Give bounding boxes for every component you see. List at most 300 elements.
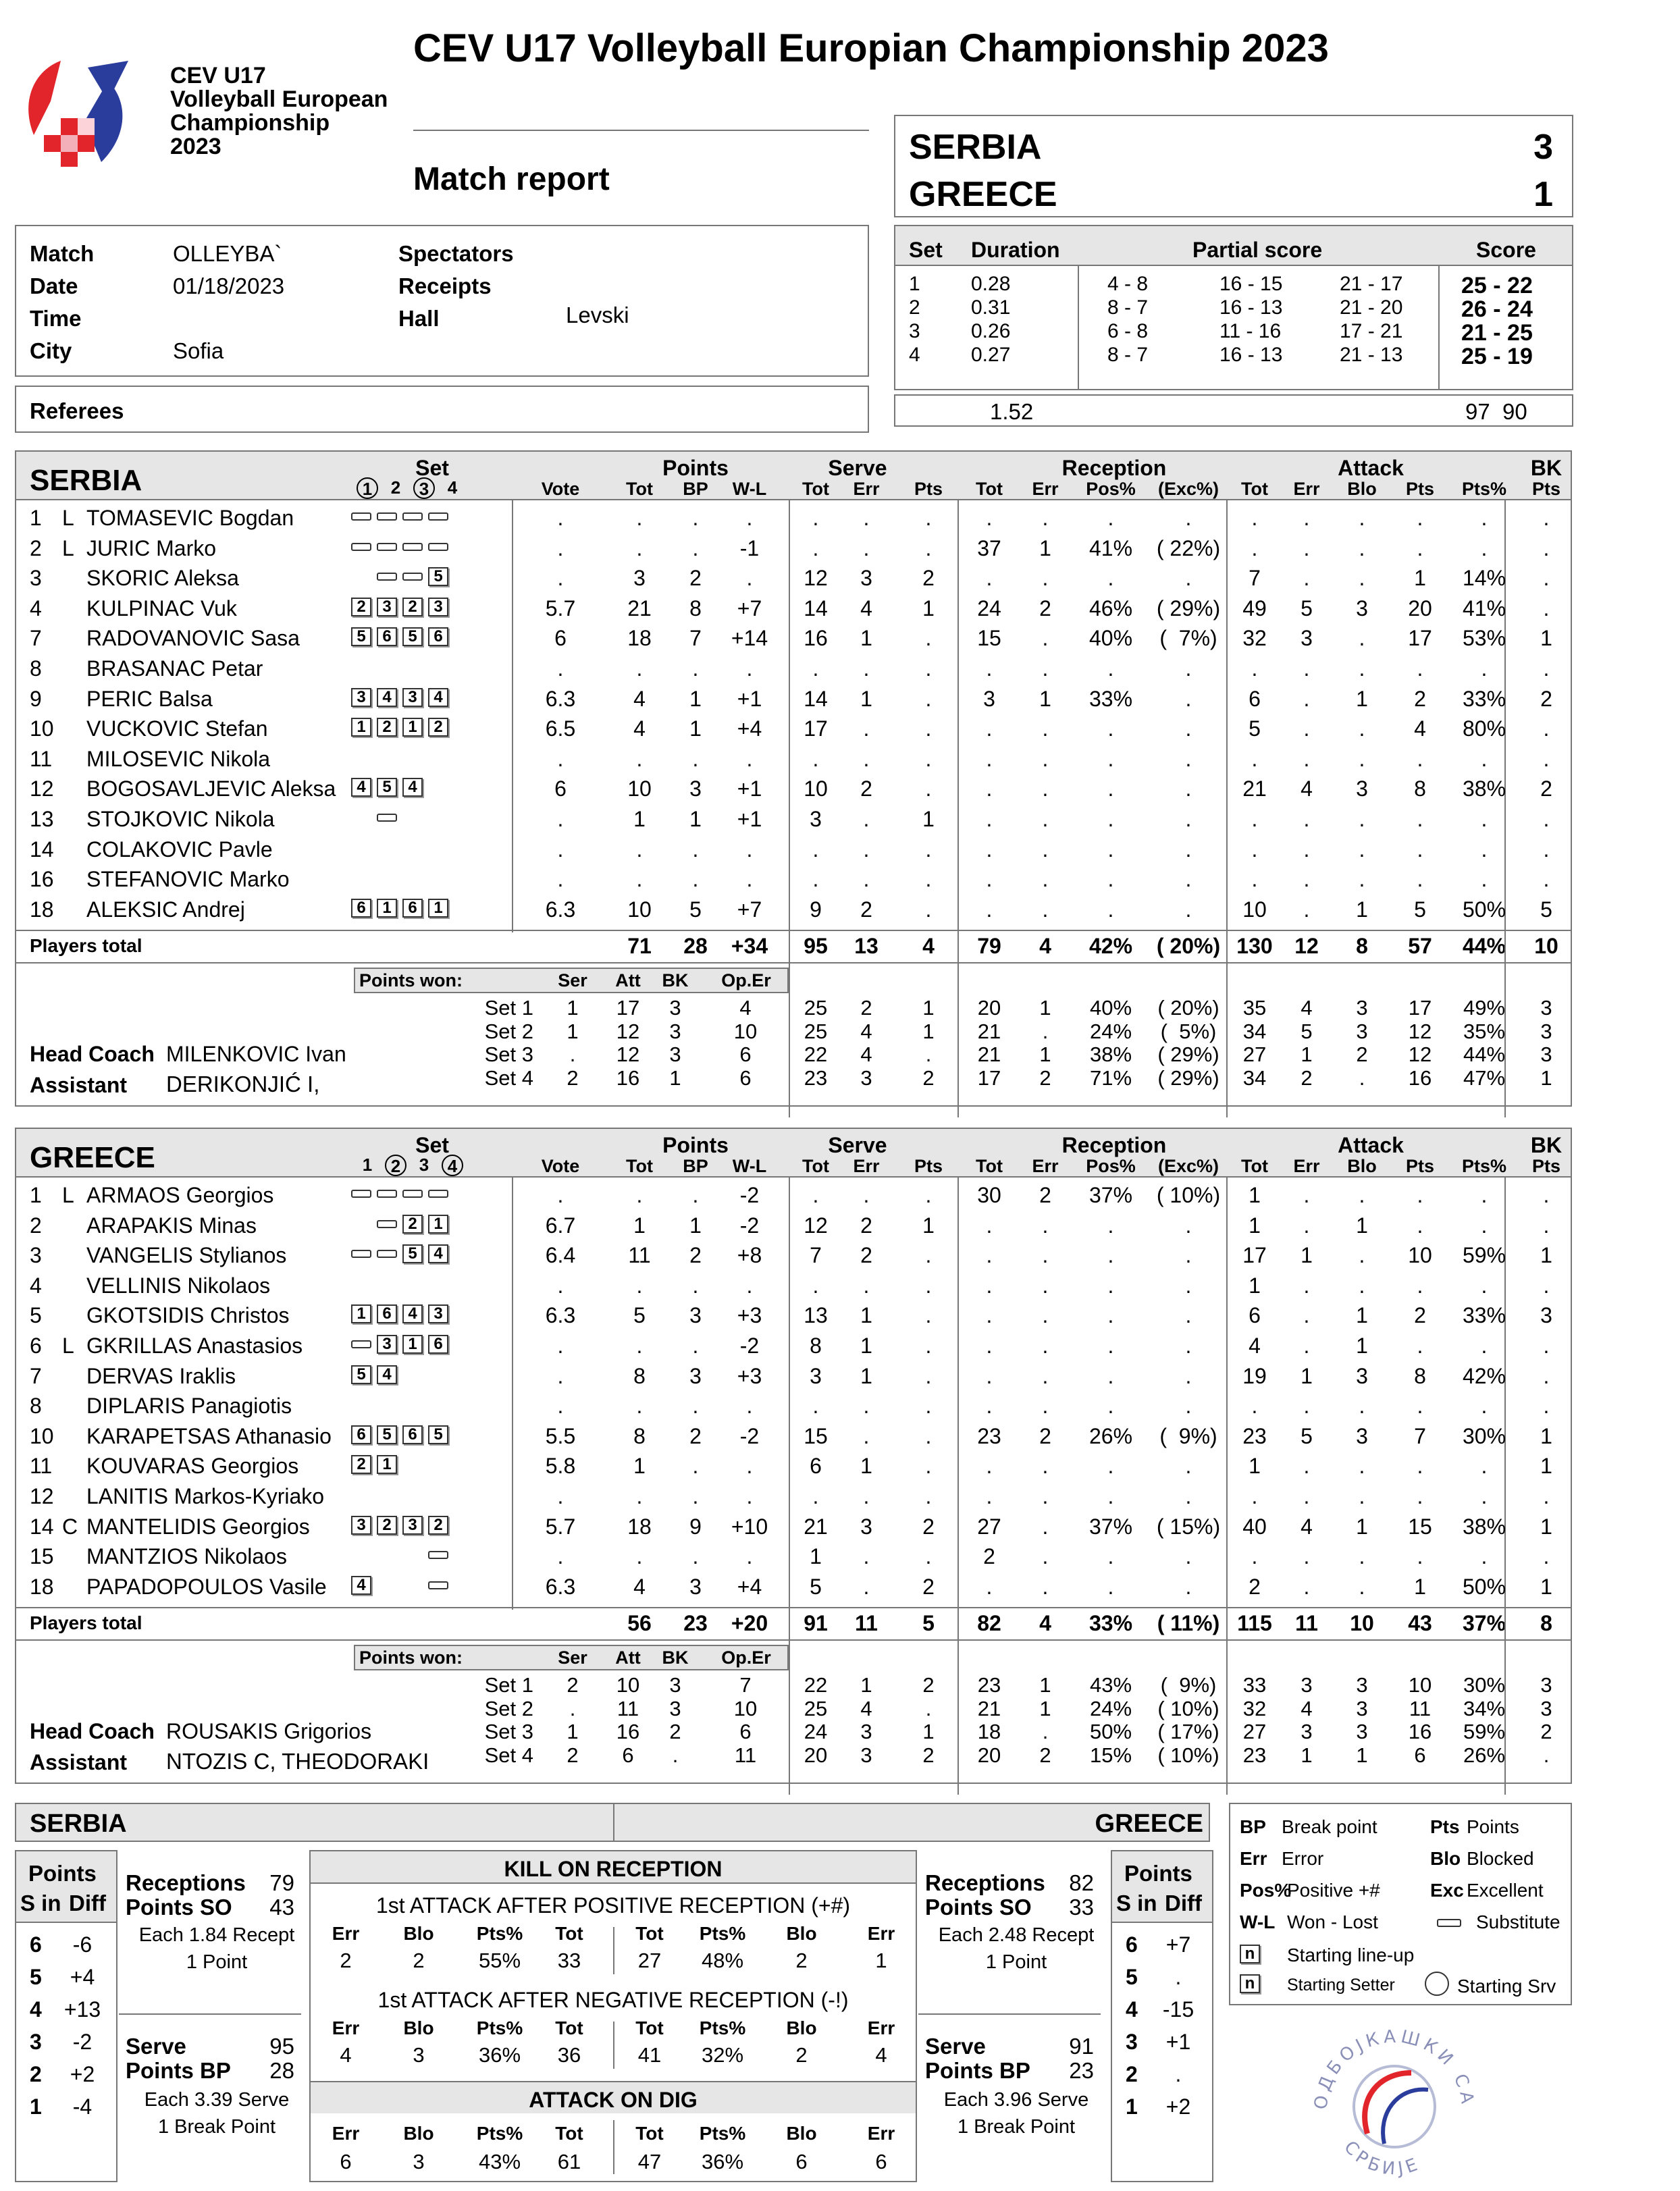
stat-value: 30 [977, 1183, 1001, 1207]
head-coach-label: Head Coach [30, 1719, 155, 1744]
stat-value: . [1481, 1334, 1488, 1358]
stat-value: . [1042, 837, 1049, 862]
stat-value: . [1303, 506, 1310, 530]
set-stat: 2 [1039, 1743, 1051, 1767]
player-name: KARAPETSAS Athanasio [86, 1423, 332, 1448]
set-stat: 3 [1540, 996, 1552, 1020]
partial-score: 8 - 7 [1107, 296, 1149, 319]
set-stat: 3 [1356, 1696, 1368, 1720]
legend-key: BP [1240, 1816, 1266, 1837]
starting-position: 4 [377, 688, 397, 707]
player-name: ARMAOS Georgios [86, 1183, 274, 1207]
stat-value: 2 [860, 1243, 872, 1268]
rotation-diff: -6 [72, 1932, 93, 1957]
set-label: Set 2 [484, 1696, 533, 1720]
set-stat: 1 [860, 1673, 872, 1697]
stat-value: . [692, 1484, 699, 1508]
starting-position: 3 [377, 598, 397, 616]
starting-position: 5 [428, 1425, 448, 1444]
stat-value: . [1359, 1183, 1365, 1207]
kr-header: Pts% [699, 2123, 746, 2144]
column-subheader: Pts [1531, 1156, 1561, 1176]
set-stat: 21 [977, 1696, 1001, 1720]
rotation-number: 3 [30, 2030, 42, 2054]
legend-key: Err [1240, 1848, 1267, 1869]
partial-score: 6 - 8 [1107, 320, 1149, 342]
stat-value: . [1543, 716, 1550, 741]
stat-value: . [1185, 776, 1192, 801]
stat-value: . [1042, 1484, 1049, 1508]
stat-value: . [1303, 1544, 1310, 1569]
stat-value: 1 [810, 1544, 822, 1569]
stat-value: . [557, 807, 564, 831]
kr-value: 1 [875, 1949, 887, 1972]
kr-value: 2 [795, 1949, 808, 1972]
set-stat: 1 [922, 996, 935, 1020]
stat-value: . [1251, 1394, 1258, 1419]
stat-value: . [1417, 1454, 1423, 1479]
legend-value: Substitute [1476, 1911, 1560, 1932]
rotation-number: 1 [1126, 2094, 1138, 2119]
starting-position: 5 [402, 627, 423, 646]
stat-value: . [1359, 656, 1365, 681]
column-subheader: Pts% [1461, 1156, 1507, 1176]
kr-header: Tot [555, 1923, 583, 1944]
attack-header: Attack [1338, 1133, 1404, 1157]
federation-stamp-icon [1303, 2019, 1486, 2188]
stat-value: . [1417, 506, 1423, 530]
stat-value: 18 [627, 1514, 652, 1539]
substitute-icon [402, 1190, 423, 1198]
player-number: 5 [30, 1303, 42, 1328]
stat-value: 1 [1356, 1213, 1368, 1238]
player-name: BOGOSAVLJEVIC Aleksa [86, 776, 336, 801]
player-number: 8 [30, 1394, 42, 1419]
kr-value: 36% [701, 2150, 744, 2173]
stat-value: . [1543, 1213, 1550, 1238]
column-subheader: Vote [541, 479, 580, 499]
set-stat: 3 [1301, 1720, 1313, 1744]
stat-value: 1 [1249, 1213, 1261, 1238]
set-stat: 38% [1089, 1042, 1132, 1067]
stat-value: 11 [628, 1243, 651, 1268]
set-stat: 2 [1039, 1065, 1051, 1090]
points-bp-label: Points BP [925, 2058, 1030, 2083]
stat-value: 20 [1408, 596, 1432, 621]
set-duration: 0.28 [971, 273, 1011, 295]
stat-value: . [812, 535, 819, 560]
stat-value: 14 [804, 686, 828, 711]
legend-key: Pos% [1240, 1880, 1292, 1901]
stat-value: 3 [689, 1303, 702, 1328]
substitute-icon [351, 1340, 371, 1348]
stat-value: 5.7 [545, 596, 576, 621]
substitute-icon [377, 1190, 397, 1198]
set-stat: 2 [567, 1673, 579, 1697]
stat-value: . [1359, 716, 1365, 741]
starting-srv-icon [1425, 1972, 1449, 1996]
starting-position: 2 [402, 1215, 423, 1234]
stat-value: . [1185, 746, 1192, 771]
set-stat: 24 [804, 1720, 828, 1744]
stat-value: . [1303, 837, 1310, 862]
kr-header: Tot [555, 2123, 583, 2144]
reception-header: Reception [1061, 1133, 1167, 1157]
stat-value: . [1107, 1484, 1114, 1508]
stat-value: . [1303, 1334, 1310, 1358]
assistant-label: Assistant [30, 1073, 128, 1098]
set-stat: 2 [669, 1720, 681, 1744]
stat-value: ( 15%) [1156, 1514, 1221, 1539]
stat-value: 5.8 [545, 1454, 576, 1479]
assistant-label: Assistant [30, 1750, 128, 1775]
date-value: 01/18/2023 [173, 273, 285, 298]
starting-position: 4 [377, 1365, 397, 1384]
stat-value: . [1481, 867, 1488, 892]
head-coach-label: Head Coach [30, 1042, 155, 1067]
stat-value: . [925, 686, 932, 711]
points-bp-label: Points BP [126, 2058, 231, 2083]
player-number: 4 [30, 596, 42, 621]
column-subheader: Blo [1347, 479, 1377, 499]
rotation-diff: +2 [70, 2062, 95, 2086]
rotation-diff: +7 [1165, 1932, 1191, 1957]
stat-value: . [986, 1454, 993, 1479]
divider [16, 962, 1571, 963]
stat-value: 15 [1408, 1514, 1432, 1539]
set-stat: 47% [1463, 1065, 1506, 1090]
player-number: 11 [30, 746, 53, 771]
column-subheader: Pts [1531, 479, 1561, 499]
stat-value: +1 [737, 776, 762, 801]
set-stat: 3 [669, 1042, 681, 1067]
player-name: TOMASEVIC Bogdan [86, 506, 294, 530]
column-subheader: BP [683, 1156, 708, 1176]
svg-text:ОДБОЈКАШКИ САВЕЗ: ОДБОЈКАШКИ СА [1311, 2026, 1478, 2111]
cev-logo [20, 54, 149, 169]
stat-value: . [1303, 867, 1310, 892]
set-stat: 27 [1242, 1042, 1267, 1067]
stat-value: . [1251, 837, 1258, 862]
stat-value: . [1359, 1273, 1365, 1298]
column-subheader: Pts [914, 479, 943, 499]
player-name: LANITIS Markos-Kyriako [86, 1484, 325, 1508]
divider [613, 1927, 614, 1974]
total-value: 8 [1540, 1611, 1552, 1636]
player-name: PERIC Balsa [86, 686, 213, 711]
kr-header: Tot [635, 2017, 664, 2038]
player-number: 1 [30, 1183, 42, 1207]
points-header: Points [662, 456, 729, 480]
column-subheader: Tot [1241, 479, 1268, 499]
column-subheader: Pts [914, 1156, 943, 1176]
starting-position: 1 [351, 718, 371, 737]
stat-value: . [986, 1303, 993, 1328]
stat-value: . [1107, 776, 1114, 801]
stat-value: 17 [804, 716, 828, 741]
stat-value: 3 [1356, 596, 1368, 621]
total-duration: 1.52 [990, 399, 1034, 424]
stat-value: . [1251, 506, 1258, 530]
set-stat: 17 [977, 1065, 1001, 1090]
stat-value: 1 [860, 626, 872, 651]
stat-value: . [746, 1484, 753, 1508]
rotation-diff: +2 [1165, 2094, 1191, 2119]
kr-header: Blo [403, 1923, 434, 1944]
stat-value: . [1042, 506, 1049, 530]
set-mark: 2 [385, 1155, 406, 1176]
divider [1112, 1922, 1212, 1923]
stat-value: . [1481, 1273, 1488, 1298]
stat-value: +3 [737, 1363, 762, 1388]
stat-value: 3 [1356, 1363, 1368, 1388]
stat-value: 6 [554, 776, 567, 801]
set-stat: 10 [733, 1019, 758, 1043]
stat-value: . [1107, 506, 1114, 530]
stat-value: . [1417, 807, 1423, 831]
stat-value: . [1042, 776, 1049, 801]
players-total-label: Players total [30, 935, 142, 957]
kr-header: Pts% [699, 1923, 746, 1944]
set-stat: 23 [1242, 1743, 1267, 1767]
stat-value: . [1359, 1484, 1365, 1508]
stat-value: . [1359, 837, 1365, 862]
stat-value: 2 [1540, 686, 1552, 711]
stat-value: . [746, 1544, 753, 1569]
column-subheader: Pts% [1461, 479, 1507, 499]
each-recept: Each 1.84 Recept [138, 1924, 295, 1946]
divider [918, 2013, 1101, 2015]
stat-value: . [1359, 626, 1365, 651]
stat-value: 3 [689, 776, 702, 801]
set-stat: 20 [977, 996, 1001, 1020]
stat-value: . [1042, 807, 1049, 831]
stat-value: 6.3 [545, 1574, 576, 1599]
stat-value: . [1481, 1213, 1488, 1238]
player-number: 6 [30, 1334, 42, 1358]
receptions-value: 79 [269, 1870, 294, 1895]
stat-value: 3 [810, 1363, 822, 1388]
stat-value: . [863, 1394, 870, 1419]
stat-value: 2 [860, 776, 872, 801]
set-mark: 4 [447, 477, 458, 498]
stat-value: . [1185, 1213, 1192, 1238]
kr-header: Err [332, 2017, 360, 2038]
stat-value: . [1107, 1213, 1114, 1238]
starting-position: 1 [377, 1455, 397, 1474]
stat-value: . [1543, 1273, 1550, 1298]
stat-value: . [1359, 1544, 1365, 1569]
column-subheader: W-L [732, 479, 767, 499]
stat-value: . [557, 837, 564, 862]
stat-value: . [986, 1273, 993, 1298]
stat-value: . [1042, 716, 1049, 741]
hall-value: Levski [566, 302, 629, 327]
stat-value: . [1107, 1334, 1114, 1358]
stat-value: . [925, 1243, 932, 1268]
set-score: 26 - 24 [1461, 296, 1533, 322]
legend-value: Blocked [1467, 1848, 1534, 1869]
total-value: 11 [1295, 1611, 1318, 1636]
stat-value: . [692, 1334, 699, 1358]
stat-value: . [1303, 1303, 1310, 1328]
partial-score: 21 - 13 [1340, 344, 1403, 366]
player-name: STOJKOVIC Nikola [86, 807, 275, 831]
player-name: KULPINAC Vuk [86, 596, 237, 621]
stat-value: . [636, 1183, 643, 1207]
set-stat: 12 [1408, 1042, 1432, 1067]
stat-value: . [925, 535, 932, 560]
stat-value: . [1359, 1243, 1365, 1268]
stat-value: . [925, 1454, 932, 1479]
stat-value: . [1185, 1273, 1192, 1298]
kr-header: Pts% [699, 2017, 746, 2038]
set-stat: 4 [1301, 1696, 1313, 1720]
stat-value: . [1042, 897, 1049, 922]
stat-value: . [863, 1183, 870, 1207]
rotation-number: 5 [30, 1965, 42, 1989]
stat-value: 1 [1414, 1574, 1426, 1599]
stat-value: . [986, 1484, 993, 1508]
stat-value: . [812, 1484, 819, 1508]
serve-value: 91 [1069, 2034, 1094, 2059]
team1-name: SERBIA [909, 128, 1042, 167]
stat-value: . [1543, 596, 1550, 621]
stat-value: 1 [860, 1454, 872, 1479]
diff-label: Diff [69, 1891, 106, 1916]
divider [16, 1176, 1571, 1178]
partial-score: 11 - 16 [1219, 320, 1282, 342]
rotation-diff: -2 [72, 2030, 93, 2054]
rotation-number: 3 [1126, 2030, 1138, 2054]
stat-value: 10 [627, 776, 652, 801]
set-stat: 16 [1408, 1065, 1432, 1090]
reception-header: Reception [1061, 456, 1167, 480]
divider [16, 499, 1571, 500]
set-stat: 23 [804, 1065, 828, 1090]
set-stat: 16 [616, 1720, 640, 1744]
stat-value: 46% [1088, 596, 1133, 621]
substitute-icon [351, 512, 371, 521]
set-stat: 3 [1540, 1042, 1552, 1067]
rotation-number: 1 [30, 2094, 42, 2119]
set-stat: 6 [622, 1743, 634, 1767]
stat-value: . [1543, 1544, 1550, 1569]
stat-value: . [986, 746, 993, 771]
substitute-icon [377, 573, 397, 581]
stat-value: 9 [689, 1514, 702, 1539]
set-stat: 3 [1540, 1696, 1552, 1720]
column-subheader: Err [853, 479, 880, 499]
stat-value: . [1417, 1394, 1423, 1419]
column-subheader: Err [1293, 1156, 1320, 1176]
set-stat: 3 [669, 1673, 681, 1697]
stat-value: . [986, 867, 993, 892]
starting-position: 1 [402, 718, 423, 737]
stat-value: . [812, 867, 819, 892]
player-role: L [62, 506, 74, 530]
stat-value: 14 [804, 596, 828, 621]
match-info-labels [30, 238, 94, 367]
set-stat: 10 [733, 1696, 758, 1720]
stat-value: . [557, 656, 564, 681]
stat-value: 1 [1356, 897, 1368, 922]
stat-value: 2 [983, 1544, 995, 1569]
player-number: 3 [30, 1243, 42, 1268]
stat-value: . [746, 1454, 753, 1479]
set-stat: 3 [860, 1720, 872, 1744]
kr-value: 32% [701, 2043, 744, 2067]
attack-title: 1st ATTACK AFTER NEGATIVE RECEPTION (-!) [377, 1988, 849, 2012]
stat-value: 3 [810, 807, 822, 831]
kr-value: 2 [413, 1949, 425, 1972]
stat-value: . [557, 1273, 564, 1298]
bk-header: BK [662, 970, 689, 991]
set-stat: 34 [1242, 1019, 1267, 1043]
kr-header: Err [867, 2123, 895, 2144]
stat-value: . [986, 1394, 993, 1419]
set-stat: 24% [1089, 1696, 1132, 1720]
stat-value: 38% [1462, 776, 1506, 801]
stat-value: . [863, 535, 870, 560]
stat-value: . [1417, 535, 1423, 560]
set-stat: 25 [804, 996, 828, 1020]
kr-header: Tot [635, 1923, 664, 1944]
stat-value: 2 [860, 897, 872, 922]
player-name: VANGELIS Stylianos [86, 1243, 287, 1268]
stat-value: . [1359, 807, 1365, 831]
stat-value: . [925, 1544, 932, 1569]
stat-value: 5 [1249, 716, 1261, 741]
stat-value: . [1543, 1394, 1550, 1419]
total-value: 4 [922, 934, 935, 959]
stat-value: . [692, 867, 699, 892]
serve-label: Serve [126, 2034, 186, 2059]
player-number: 3 [30, 566, 42, 591]
stat-value: . [1417, 656, 1423, 681]
set-score: 21 - 25 [1461, 320, 1533, 346]
kr-value: 36 [557, 2043, 581, 2067]
stat-value: 7 [810, 1243, 822, 1268]
set-stat: 3 [1540, 1673, 1552, 1697]
substitute-icon [377, 543, 397, 551]
stat-value: . [746, 656, 753, 681]
stat-value: 1 [1249, 1273, 1261, 1298]
column-subheader: Tot [802, 479, 829, 499]
stat-value: . [692, 535, 699, 560]
stat-value: . [1107, 837, 1114, 862]
kr-value: 33 [557, 1949, 581, 1972]
stat-value: 50% [1462, 897, 1506, 922]
substitute-icon [428, 543, 448, 551]
stat-value: . [1543, 506, 1550, 530]
stat-value: +8 [737, 1243, 762, 1268]
stat-value: 41% [1462, 596, 1506, 621]
stat-value: . [863, 1423, 870, 1448]
starting-position: 1 [428, 899, 448, 918]
stat-value: . [812, 506, 819, 530]
stat-value: . [986, 837, 993, 862]
player-name: ARAPAKIS Minas [86, 1213, 257, 1238]
stat-value: 2 [689, 1243, 702, 1268]
stat-value: 2 [1039, 596, 1051, 621]
player-number: 14 [30, 837, 54, 862]
summary-right-team: GREECE [1095, 1810, 1203, 1838]
stat-value: 41% [1088, 535, 1133, 560]
stat-value: ( 10%) [1156, 1183, 1221, 1207]
player-name: VELLINIS Nikolaos [86, 1273, 271, 1298]
set-stat: 3 [669, 996, 681, 1020]
